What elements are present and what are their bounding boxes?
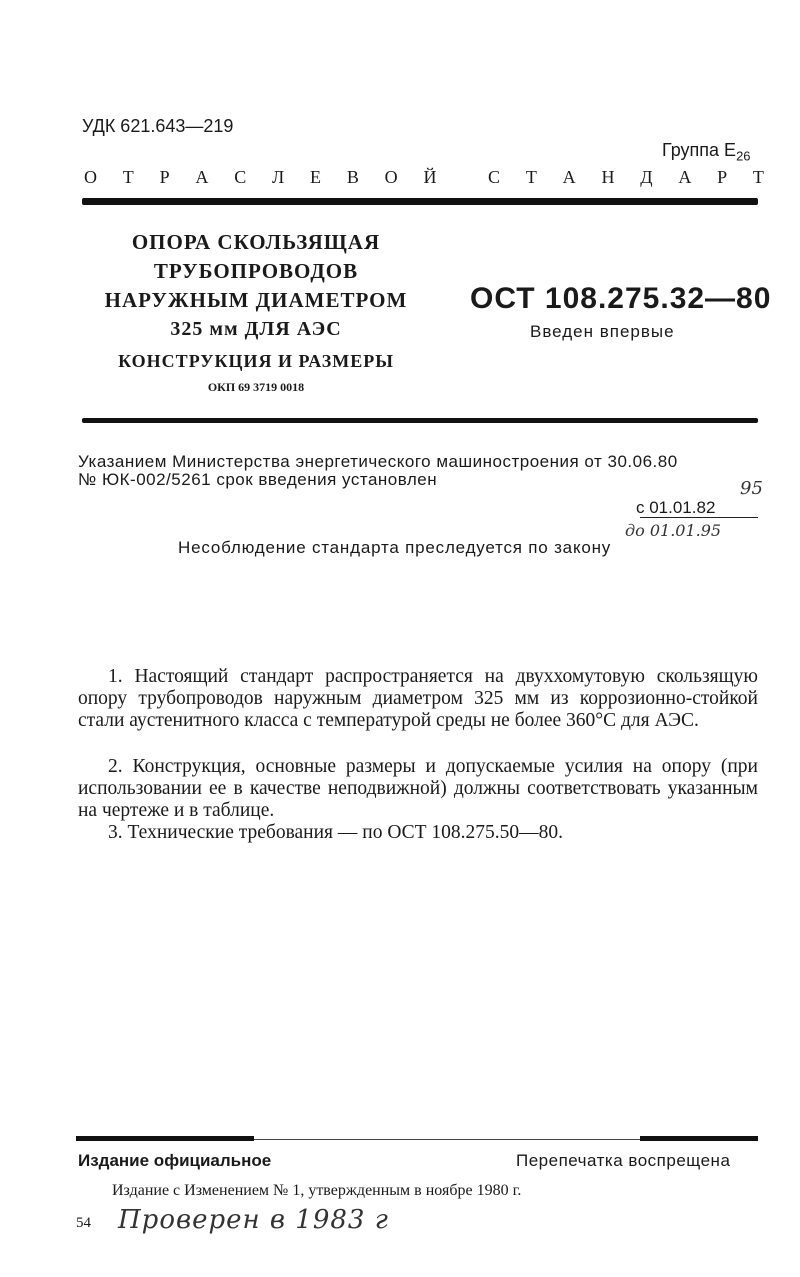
paragraph-1-text: 1. Настоящий стандарт распространяется на двуххомутовую скользящую опору трубопроводов наружным диаметром 325 мм из коррозионно-стойкой стали аустенитного класса с температурой среды не более 360°С для АЭС. — [78, 666, 758, 731]
heading-letter: С — [234, 167, 247, 187]
heading-letter: А — [195, 167, 209, 187]
heading-letter: Р — [159, 167, 170, 187]
group-prefix: Группа Е — [662, 140, 737, 160]
title-line-3: НАРУЖНЫМ ДИАМЕТРОМ — [104, 288, 408, 312]
heading-letter: Й — [423, 167, 437, 187]
standard-designation: ОСТ 108.275.32—80 — [470, 282, 772, 315]
effective-date: с 01.01.82 — [636, 498, 716, 517]
edition-note: Издание с Изменением № 1, утвержденным в ноябре 1980 г. — [112, 1182, 522, 1199]
heading-letter: Т — [752, 167, 764, 187]
heading-letter: Л — [272, 167, 285, 187]
heading-letter: А — [562, 167, 576, 187]
header-rule — [82, 198, 758, 205]
title-line-4: 325 мм ДЛЯ АЭС — [170, 318, 342, 340]
heading-letter: Р — [717, 167, 728, 187]
footer-rule-right — [640, 1136, 758, 1141]
paragraph-2 — [78, 756, 758, 822]
heading-letter: В — [346, 167, 359, 187]
page-number: 54 — [76, 1215, 91, 1231]
decree-line-1: Указанием Министерства энергетического машиностроения от 30.06.80 — [78, 452, 678, 471]
standard-type-heading — [84, 167, 764, 188]
handwritten-valid-until: до 01.01.95 — [625, 521, 722, 540]
handwritten-year: 95 — [740, 478, 763, 499]
group-label — [662, 140, 751, 164]
reprint-notice: Перепечатка воспрещена — [516, 1151, 731, 1170]
document-title — [86, 228, 426, 344]
heading-letter: Т — [525, 167, 537, 187]
heading-letter: О — [84, 167, 97, 187]
heading-letter: Т — [122, 167, 134, 187]
introduced-note: Введен впервые — [530, 322, 675, 341]
heading-letter: Д — [640, 167, 653, 187]
paragraph-3 — [78, 822, 758, 844]
paragraph-3-text: 3. Технические требования — по ОСТ 108.275.50—80. — [108, 822, 564, 843]
footer-rule-left — [76, 1136, 254, 1141]
handwritten-check-note: Проверен в 1983 г — [118, 1205, 389, 1235]
udk-code: УДК 621.643—219 — [82, 116, 234, 136]
heading-letter: С — [488, 167, 501, 187]
effective-date-underline — [640, 517, 758, 518]
official-edition: Издание официальное — [78, 1151, 272, 1170]
document-subtitle: КОНСТРУКЦИЯ И РАЗМЕРЫ — [118, 351, 394, 371]
law-notice: Несоблюдение стандарта преследуется по закону — [178, 538, 612, 557]
okp-code: ОКП 69 3719 0018 — [207, 380, 305, 394]
heading-letter: О — [384, 167, 398, 187]
heading-letter: Н — [601, 167, 615, 187]
title-line-1: ОПОРА СКОЛЬЗЯЩАЯ — [131, 230, 381, 254]
paragraph-2-text: 2. Конструкция, основные размеры и допускаемые усилия на опору (при использовании ее в качестве неподвижной) должны соответствовать указанным на чертеже и в таблице. — [78, 756, 758, 821]
title-bottom-rule — [82, 418, 758, 423]
heading-letter: А — [678, 167, 692, 187]
paragraph-1 — [78, 666, 758, 732]
title-line-2: ТРУБОПРОВОДОВ — [153, 259, 359, 283]
heading-letter: Е — [310, 167, 322, 187]
group-code: 26 — [736, 148, 751, 164]
decree-line-2: № ЮК-002/5261 срок введения установлен — [78, 470, 438, 489]
